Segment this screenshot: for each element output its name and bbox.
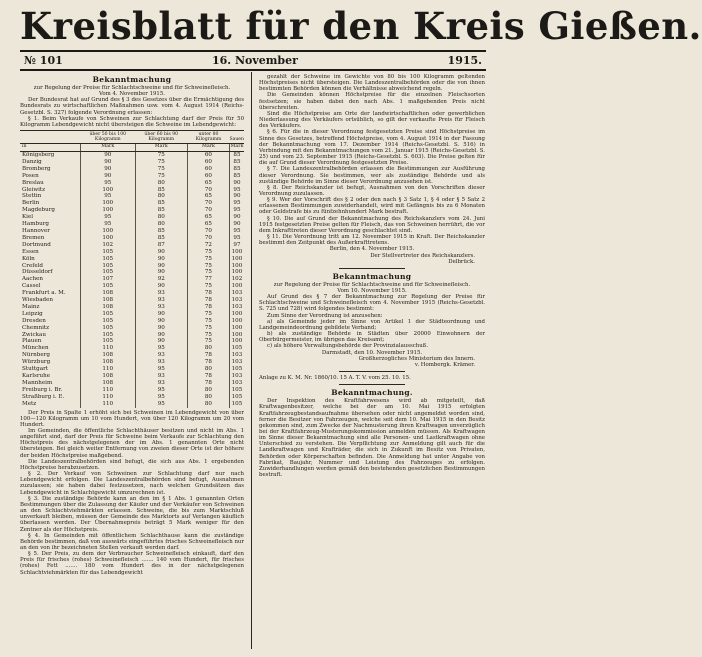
price-value-cell: 100 — [80, 200, 135, 207]
price-value-cell: 75 — [187, 249, 229, 256]
price-value-cell: 75 — [135, 159, 187, 166]
price-header-cell: über 50 bis 100 Kilogramm — [80, 131, 135, 144]
right-body2 — [259, 294, 485, 349]
price-city-cell: Cassel — [20, 283, 80, 290]
price-value-cell: 103 — [231, 359, 243, 366]
left-body — [20, 410, 244, 576]
price-value-cell: 105 — [80, 283, 135, 290]
price-table-row — [20, 207, 244, 214]
price-value-cell: 93 — [135, 297, 187, 304]
price-value-cell: 90 — [135, 311, 187, 318]
price-value-cell: 100 — [231, 310, 243, 317]
price-table-row — [20, 166, 244, 173]
price-value-cell: 95 — [80, 193, 135, 200]
price-city-cell: Bremen — [20, 235, 80, 242]
price-value-cell: 70 — [187, 228, 229, 235]
price-value-cell: 90 — [80, 173, 135, 180]
price-table-row — [20, 152, 244, 159]
price-city-cell: Crefeld — [20, 263, 80, 270]
price-value-cell: 85 — [233, 158, 241, 165]
left-para1: § 1. Beim Verkaufe von Schweinen zur Schlachtung darf der Preis für 50 Kilogramm Lebendgewicht nicht übersteigen die Schweine im Lebendgewicht: — [20, 115, 244, 128]
price-value-cell: 93 — [135, 359, 187, 366]
price-value-cell: 105 — [80, 325, 135, 332]
price-city-cell: Magdeburg — [20, 207, 80, 214]
left-intro: Der Bundesrat hat auf Grund des § 3 des Gesetzes über die Ermächtigung des Bundesrats zu wirtschaftlichen Maßnahmen usw. vom 4. August 1914 (Reichs-Gesetzbl. S. 327) folgende Verordnung erlassen: — [20, 97, 244, 116]
right-sub2: zur Regelung der Preise für Schlachtschweine und für Schweinefleisch. — [273, 281, 471, 288]
price-value-cell: 92 — [135, 276, 187, 283]
price-table-row — [20, 394, 244, 401]
price-table-row — [20, 242, 244, 249]
price-value-cell: 108 — [80, 297, 135, 304]
price-table-row — [20, 297, 244, 304]
right-body2-paragraph: Zum Sinne der Verordnung ist anzusehen: — [267, 312, 383, 319]
price-value-cell: 65 — [187, 193, 229, 200]
right-paragraph: Die Gemeinden können Höchstpreise für die einzelnen Fleischsorten festsetzen; sie haben dabei den nach Abs. 1 maßgebenden Preis nicht überschreiten. — [259, 92, 485, 111]
price-city-cell: Freiburg i. Br. — [20, 387, 80, 394]
section-rule — [339, 268, 405, 269]
price-value-cell: 80 — [187, 401, 229, 408]
price-value-cell: 110 — [80, 394, 135, 401]
price-value-cell: 90 — [135, 283, 187, 290]
price-value-cell: 60 — [187, 159, 229, 166]
price-value-cell: 95 — [80, 214, 135, 221]
price-table-units — [20, 144, 244, 152]
price-value-cell: 78 — [187, 380, 229, 387]
price-value-cell: 85 — [233, 172, 241, 179]
price-value-cell: 75 — [187, 311, 229, 318]
price-value-cell: 105 — [80, 256, 135, 263]
price-value-cell: 100 — [231, 248, 243, 255]
price-value-cell: 75 — [135, 152, 187, 159]
price-value-cell: 90 — [233, 179, 241, 186]
right-body2-paragraph: c) als höhere Verwaltungsbehörde der Provinzialausschuß. — [267, 343, 429, 350]
price-value-cell: 90 — [233, 221, 241, 228]
price-value-cell: 100 — [231, 338, 243, 345]
price-city-cell: Mannheim — [20, 380, 80, 387]
price-value-cell: 75 — [187, 263, 229, 270]
price-value-cell: 78 — [187, 304, 229, 311]
price-value-cell: 103 — [231, 303, 243, 310]
price-value-cell: 110 — [80, 345, 135, 352]
right-paragraph: gezahlt der Schweine im Gewichte von 80 bis 100 Kilogramm geltenden Höchstpreises nicht übersteigen. Die Landeszentralbehörden oder die von ihnen bestimmten Behörden können die Verhältnisse abweichend regeln. — [259, 74, 485, 93]
section-rule — [339, 384, 405, 385]
price-table-row — [20, 269, 244, 276]
price-city-cell: Dortmund — [20, 242, 80, 249]
price-value-cell: 65 — [187, 180, 229, 187]
price-value-cell: 95 — [233, 227, 241, 234]
ref-line: Anlage zu K. M. Nr. 1860/10. 15 A. T. V. vom 25. 10. 15. — [259, 375, 411, 382]
price-value-cell: 102 — [231, 276, 243, 283]
sign-place: Berlin, den 4. November 1915. — [329, 246, 415, 253]
issue-number: № 101 — [24, 54, 63, 67]
price-header-cell — [20, 131, 80, 144]
price-value-cell: 95 — [233, 186, 241, 193]
price-table-row — [20, 366, 244, 373]
price-table-row — [20, 249, 244, 256]
price-value-cell: 105 — [231, 393, 243, 400]
left-date-line: Vom 4. November 1915. — [99, 91, 165, 98]
price-city-cell: Posen — [20, 173, 80, 180]
price-value-cell: 108 — [80, 304, 135, 311]
price-unit-cell: Mark — [229, 144, 244, 152]
price-table-row — [20, 352, 244, 359]
price-value-cell: 80 — [135, 214, 187, 221]
price-value-cell: 80 — [187, 366, 229, 373]
price-table-row — [20, 311, 244, 318]
price-table-row — [20, 228, 244, 235]
sign2-place: Darmstadt, den 10. November 1915. — [321, 349, 423, 356]
section-rule — [339, 371, 405, 372]
price-table-header — [20, 131, 244, 144]
price-value-cell: 75 — [135, 166, 187, 173]
masthead-rule-top — [20, 50, 486, 52]
price-value-cell: 80 — [187, 387, 229, 394]
right-column — [259, 74, 485, 649]
price-table-row — [20, 325, 244, 332]
sign-office: Der Stellvertreter des Reichskanzlers. — [370, 252, 475, 259]
price-table-row — [20, 235, 244, 242]
price-table-row — [20, 332, 244, 339]
price-value-cell: 90 — [135, 338, 187, 345]
price-city-cell: Zwickau — [20, 332, 80, 339]
price-value-cell: 95 — [135, 401, 187, 408]
price-city-cell: Breslau — [20, 180, 80, 187]
price-value-cell: 90 — [233, 214, 241, 221]
price-value-cell: 95 — [80, 221, 135, 228]
price-value-cell: 90 — [135, 269, 187, 276]
price-value-cell: 100 — [80, 207, 135, 214]
price-unit-cell: Mark — [187, 144, 229, 152]
price-value-cell: 90 — [135, 325, 187, 332]
price-value-cell: 93 — [135, 290, 187, 297]
price-value-cell: 75 — [187, 332, 229, 339]
price-value-cell: 75 — [187, 269, 229, 276]
price-value-cell: 105 — [80, 249, 135, 256]
price-value-cell: 110 — [80, 401, 135, 408]
price-value-cell: 93 — [135, 352, 187, 359]
price-value-cell: 75 — [187, 338, 229, 345]
right-paragraph: § 11. Die Verordnung tritt am 12. November 1915 in Kraft. Der Reichskanzler bestimmt den Zeitpunkt des Außerkrafttretens. — [259, 234, 485, 247]
right-paragraph: § 6. Für die in dieser Verordnung festgesetzten Preise sind Höchstpreise im Sinne des Gesetzes, betreffend Höchstpreise, vom 4. August 1914 in der Fassung der Bekanntmachung vom 17. Dezember 1914 (Reichs-Gesetzbl. S. 516) in Verbindung mit den Bekanntmachungen vom 21. Januar 1915 (Reichs-Gesetzbl. S. 25) und vom 23. September 1915 (Reichs-Gesetzbl. S. 603). Die Preise gelten für die auf Grund dieser Verordnung festgesetzten Preise. — [259, 129, 485, 167]
price-value-cell: 100 — [80, 187, 135, 194]
price-table-row — [20, 290, 244, 297]
newspaper-page — [20, 4, 702, 651]
price-table-row — [20, 283, 244, 290]
price-value-cell: 100 — [231, 269, 243, 276]
price-value-cell: 75 — [187, 325, 229, 332]
price-value-cell: 90 — [233, 193, 241, 200]
price-value-cell: 75 — [187, 256, 229, 263]
price-table-row — [20, 318, 244, 325]
price-value-cell: 108 — [80, 380, 135, 387]
price-unit-cell: Mark — [80, 144, 135, 152]
masthead-title: Kreisblatt für den Kreis Gießen. — [20, 4, 702, 48]
price-table-row — [20, 221, 244, 228]
price-table-row — [20, 373, 244, 380]
price-value-cell: 105 — [231, 345, 243, 352]
price-value-cell: 85 — [135, 187, 187, 194]
price-header-cell: über 60 bis 90 Kilogramm — [135, 131, 187, 144]
sign2-office: Großherzogliches Ministerium des Innern. — [358, 355, 475, 362]
right-date2: Vom 10. November 1915. — [337, 288, 407, 294]
price-value-cell: 105 — [231, 400, 243, 407]
price-value-cell: 95 — [233, 200, 241, 207]
price-table-row — [20, 187, 244, 194]
price-value-cell: 100 — [231, 331, 243, 338]
price-value-cell: 75 — [187, 283, 229, 290]
price-table-row — [20, 345, 244, 352]
price-value-cell: 108 — [80, 359, 135, 366]
price-value-cell: 105 — [80, 338, 135, 345]
price-value-cell: 72 — [187, 242, 229, 249]
price-value-cell: 78 — [187, 352, 229, 359]
price-value-cell: 105 — [231, 386, 243, 393]
price-value-cell: 95 — [233, 234, 241, 241]
price-value-cell: 100 — [231, 283, 243, 290]
price-value-cell: 95 — [233, 207, 241, 214]
masthead-rule-bottom — [20, 69, 486, 71]
left-heading: Bekanntmachung — [92, 75, 172, 84]
price-city-cell: Chemnitz — [20, 325, 80, 332]
price-value-cell: 77 — [187, 276, 229, 283]
price-value-cell: 85 — [233, 152, 241, 158]
price-city-cell: Leipzig — [20, 311, 80, 318]
issue-date: 16. November — [212, 54, 298, 67]
right-heading3: Bekanntmachung. — [331, 388, 413, 398]
right-heading2: Bekanntmachung — [332, 271, 412, 281]
price-value-cell: 75 — [187, 318, 229, 325]
price-value-cell: 103 — [231, 373, 243, 379]
price-city-cell: Karlsruhe — [20, 373, 80, 380]
price-table-row — [20, 180, 244, 187]
price-header-cell: unter 80 Kilogramm — [187, 131, 229, 144]
price-value-cell: 90 — [135, 318, 187, 325]
price-city-cell: Hannover — [20, 228, 80, 235]
price-value-cell: 95 — [80, 180, 135, 187]
price-value-cell: 70 — [187, 187, 229, 194]
price-city-cell: Straßburg i. E. — [20, 394, 80, 401]
price-city-cell: Düsseldorf — [20, 269, 80, 276]
price-value-cell: 100 — [231, 317, 243, 324]
left-paragraph: § 2. Der Verkauf von Schweinen zur Schlachtung darf nur nach Lebendgewicht erfolgen. Die Landeszentralbehörden sind befugt, Ausnahmen zuzulassen; sie haben dabei festzusetzen, nach welchen Grundsätzen das Lebendgewicht in Schlachtgewicht umzurechnen ist. — [20, 471, 244, 496]
price-value-cell: 75 — [135, 173, 187, 180]
price-table-row — [20, 401, 244, 408]
right-paragraph: § 7. Die Landeszentralbehörden erlassen die Bestimmungen zur Ausführung dieser Verordnung. Sie bestimmen, wer als zuständige Behörde und als zuständige Behörde im Sinne dieser Verordnung anzusehen ist. — [259, 166, 485, 185]
price-value-cell: 93 — [135, 380, 187, 387]
price-table-row — [20, 256, 244, 263]
price-value-cell: 100 — [231, 262, 243, 269]
price-value-cell: 93 — [135, 304, 187, 311]
price-city-cell: Danzig — [20, 159, 80, 166]
price-value-cell: 103 — [231, 352, 243, 359]
price-value-cell: 95 — [135, 387, 187, 394]
price-value-cell: 102 — [80, 242, 135, 249]
price-value-cell: 65 — [187, 214, 229, 221]
price-header-cell: Sauen — [229, 131, 244, 144]
sign-name: Delbrück. — [448, 258, 475, 265]
price-city-cell: Essen — [20, 249, 80, 256]
right-paragraph: § 9. Wer der Vorschrift des § 2 oder den nach § 3 Satz 1, § 4 oder § 5 Satz 2 erlassenen Bestimmungen zuwiderhandelt, wird mit Gefängnis bis zu 6 Monaten oder Geldstrafe bis zu fünfzehnhundert Mark bestraft. — [259, 197, 485, 216]
price-value-cell: 78 — [187, 297, 229, 304]
price-value-cell: 100 — [231, 324, 243, 331]
price-table-row — [20, 338, 244, 345]
right-body3: Der Inspektion des Kraftfahrwesens wird ab mitgeteilt, daß Kraftwagenbesitzer, welche bei der am 10. Mai 1915 erfolgten Kraftfahrzeugbestandsaufnahme übersehen oder nicht angemeldet worden sind, ferner die Besitzer von Fahrzeugen, welche seit dem 10. Mai 1915 in den Besitz gekommen sind, zum Zwecke der Nachmusterung ihren Kraftwagen unverzüglich bei der Kraftfahrzeug-Musterungskommission anmelden müssen. Als Kraftwagen im Sinne dieser Bekanntmachung sind alle Personen- und Lastkraftwagen ohne Unterschied zu verstehen. Die Verpflichtung zur Anmeldung gilt auch für die Landkraftwagen und Krafträder, die sich in Zukunft im Besitz von Privaten, Behörden oder Körperschaften befinden. Die Anmeldung hat unter Angabe von Fabrikat, Baujahr, Nummer und Leistung des Fahrzeuges zu erfolgen. Zuwiderhandlungen werden gemäß den bestehenden gesetzlichen Bestimmungen bestraft. — [259, 398, 485, 479]
price-city-cell: Gleiwitz — [20, 187, 80, 194]
issue-year: 1915. — [447, 54, 482, 67]
price-value-cell: 85 — [135, 207, 187, 214]
price-value-cell: 90 — [135, 332, 187, 339]
price-value-cell: 60 — [187, 166, 229, 173]
right-body2-paragraph: b) als zuständige Behörde in Städten über 20000 Einwohnern der Oberbürgermeister, im übrigen das Kreisamt; — [259, 331, 485, 344]
price-value-cell: 90 — [80, 159, 135, 166]
price-city-cell: Köln — [20, 256, 80, 263]
left-paragraph: § 4. In Gemeinden mit öffentlichem Schlachthause kann die zuständige Behörde bestimmen, daß von auswärts eingeführtes frisches Schweinefleisch nur an den von ihr bezeichneten Stellen verkauft werden darf. — [20, 532, 244, 551]
price-city-cell: München — [20, 345, 80, 352]
price-city-cell: Kiel — [20, 214, 80, 221]
left-paragraph: Im Gemeinden, die öffentliche Schlachthäuser besitzen und nicht im Abs. 1 angeführt sind, darf der Preis für Schweine beim Verkaufe zur Schlachtung den Höchstpreis des nächstgelegenen der im Abs. 1 genannten Orte nicht übersteigen. Bei gleich weiter Entfernung von zweien dieser Orte ist der höhere der beiden Höchstpreise maßgebend. — [20, 428, 244, 459]
price-city-cell: Metz — [20, 401, 80, 408]
price-city-cell: Mainz — [20, 304, 80, 311]
price-value-cell: 70 — [187, 200, 229, 207]
right-paragraph: § 8. Der Reichskanzler ist befugt, Ausnahmen von den Vorschriften dieser Verordnung zuzulassen. — [259, 184, 485, 197]
column-divider — [251, 72, 252, 649]
price-value-cell: 90 — [135, 263, 187, 270]
price-value-cell: 95 — [135, 345, 187, 352]
price-value-cell: 108 — [80, 373, 135, 380]
price-value-cell: 93 — [135, 373, 187, 380]
price-value-cell: 85 — [135, 228, 187, 235]
price-value-cell: 105 — [80, 332, 135, 339]
price-city-cell: Würzburg — [20, 359, 80, 366]
right-paragraph: § 10. Die auf Grund der Bekanntmachung des Reichskanzlers vom 24. Juni 1915 festgesetzten Preise gelten für Fleisch, das von Schweinen herrührt, die vor dem Inkrafttreten dieser Verordnung geschlachtet sind. — [259, 215, 485, 234]
price-value-cell: 100 — [80, 228, 135, 235]
price-value-cell: 97 — [233, 241, 241, 248]
price-table-row — [20, 263, 244, 270]
price-value-cell: 70 — [187, 235, 229, 242]
price-value-cell: 78 — [187, 290, 229, 297]
price-city-cell: Stettin — [20, 193, 80, 200]
left-paragraph: Die Landeszentralbehörden sind befugt, die sich aus Abs. 1 ergebenden Höchstpreise herabzusetzen. — [20, 458, 244, 471]
price-table-row — [20, 214, 244, 221]
price-city-cell: Bromberg — [20, 166, 80, 173]
price-value-cell: 80 — [135, 180, 187, 187]
price-value-cell: 107 — [80, 276, 135, 283]
price-value-cell: 87 — [135, 242, 187, 249]
price-city-cell: Königsberg — [20, 152, 80, 159]
price-table-row — [20, 200, 244, 207]
price-value-cell: 85 — [135, 200, 187, 207]
price-table-row — [20, 387, 244, 394]
price-unit-cell: Mark — [135, 144, 187, 152]
price-table-row — [20, 276, 244, 283]
price-value-cell: 90 — [135, 256, 187, 263]
price-value-cell: 85 — [233, 165, 241, 172]
price-value-cell: 110 — [80, 366, 135, 373]
right-paragraph: Sind die Höchstpreise am Orte der landwirtschaftlichen oder gewerblichen Niederlassung des Verkäufers ortsüblich, so gilt der verkaufte Preis für Fleisch des Verkäufers. — [259, 110, 485, 130]
price-city-cell: Plauen — [20, 338, 80, 345]
price-value-cell: 90 — [135, 249, 187, 256]
price-value-cell: 105 — [80, 269, 135, 276]
price-table-row — [20, 359, 244, 366]
price-value-cell: 105 — [80, 318, 135, 325]
left-subheading: zur Regelung der Preise für Schlachtschweine und für Schweinefleisch. — [33, 85, 231, 91]
price-table-row — [20, 159, 244, 166]
price-unit-cell: in — [20, 144, 80, 152]
price-value-cell: 95 — [135, 366, 187, 373]
price-table-row — [20, 304, 244, 311]
issue-line — [20, 54, 486, 68]
price-value-cell: 80 — [187, 394, 229, 401]
price-value-cell: 78 — [187, 359, 229, 366]
price-value-cell: 105 — [231, 366, 243, 373]
price-value-cell: 78 — [187, 373, 229, 380]
price-value-cell: 65 — [187, 221, 229, 228]
price-value-cell: 95 — [135, 394, 187, 401]
price-value-cell: 90 — [80, 152, 135, 159]
price-value-cell: 60 — [187, 173, 229, 180]
price-value-cell: 108 — [80, 290, 135, 297]
left-paragraph: § 3. Die zuständige Behörde kann an den im § 1 Abs. 1 genannten Orten Bestimmungen über die Zulassung der Käufer und der Verkäufer von Schweinen an den Schlachtviehmärkten erlassen. Schweine, die bis zum Marktschluß unverkauft bleiben, müssen der Gemeinde des Marktorts auf Verlangen käuflich überlassen werden. Der Übernahmepreis beträgt 5 Mark weniger für den Zentner als der Höchstpreis. — [20, 495, 244, 533]
price-table-row — [20, 380, 244, 387]
price-value-cell: 80 — [135, 221, 187, 228]
left-paragraph: Der Preis in Spalte 1 erhöht sich bei Schweinen im Lebendgewicht von über 100—120 Kilogramm um 10 vom Hundert, von über 120 Kilogramm um 20 vom Hundert. — [20, 409, 244, 428]
price-value-cell: 103 — [231, 297, 243, 304]
price-city-cell: Berlin — [20, 200, 80, 207]
price-value-cell: 103 — [231, 379, 243, 386]
price-table-row — [20, 173, 244, 180]
price-table-body — [20, 152, 244, 408]
price-value-cell: 80 — [187, 345, 229, 352]
left-paragraph: § 5. Der Preis, zu dem der Verbraucher Schweinefleisch einkauft, darf den Preis für frisches (rohes) Schweinefleisch ....... 140 vom Hundert, für frisches (rohes) Fett ....... 180 vom Hundert des in der nächstgelegenen Schlachtviehmärkten für das Lebendgewicht — [20, 551, 244, 576]
price-value-cell: 100 — [231, 255, 243, 262]
price-value-cell: 60 — [187, 152, 229, 159]
price-city-cell: Aachen — [20, 276, 80, 283]
price-value-cell: 70 — [187, 207, 229, 214]
price-value-cell: 90 — [80, 166, 135, 173]
price-value-cell: 108 — [80, 352, 135, 359]
right-top-paragraphs — [259, 74, 485, 246]
right-body2-paragraph: a) als Gemeinde jeder im Sinne von Artikel 1 der Städteordnung und Landgemeindeordnung gebildete Verband; — [259, 318, 485, 331]
right-body2-paragraph: Auf Grund des § 7 der Bekanntmachung zur Regelung der Preise für Schlachtschweine und Schweinefleisch vom 4. November 1915 (Reichs-Gesetzbl. S. 725 und 728) wird folgendes bestimmt: — [259, 294, 485, 313]
price-table-row — [20, 193, 244, 200]
price-city-cell: Frankfurt a. M. — [20, 290, 80, 297]
price-city-cell: Dresden — [20, 318, 80, 325]
price-value-cell: 103 — [231, 290, 243, 297]
price-city-cell: Wiesbaden — [20, 297, 80, 304]
left-column — [20, 74, 244, 649]
sign2-name: v. Hombergk. Krämer. — [414, 361, 475, 368]
price-value-cell: 85 — [135, 235, 187, 242]
price-value-cell: 80 — [135, 193, 187, 200]
price-city-cell: Hamburg — [20, 221, 80, 228]
price-city-cell: Nürnberg — [20, 352, 80, 359]
price-value-cell: 110 — [80, 387, 135, 394]
price-table — [20, 130, 244, 407]
price-city-cell: Stuttgart — [20, 366, 80, 373]
price-value-cell: 100 — [80, 235, 135, 242]
price-value-cell: 105 — [80, 263, 135, 270]
price-value-cell: 105 — [80, 311, 135, 318]
